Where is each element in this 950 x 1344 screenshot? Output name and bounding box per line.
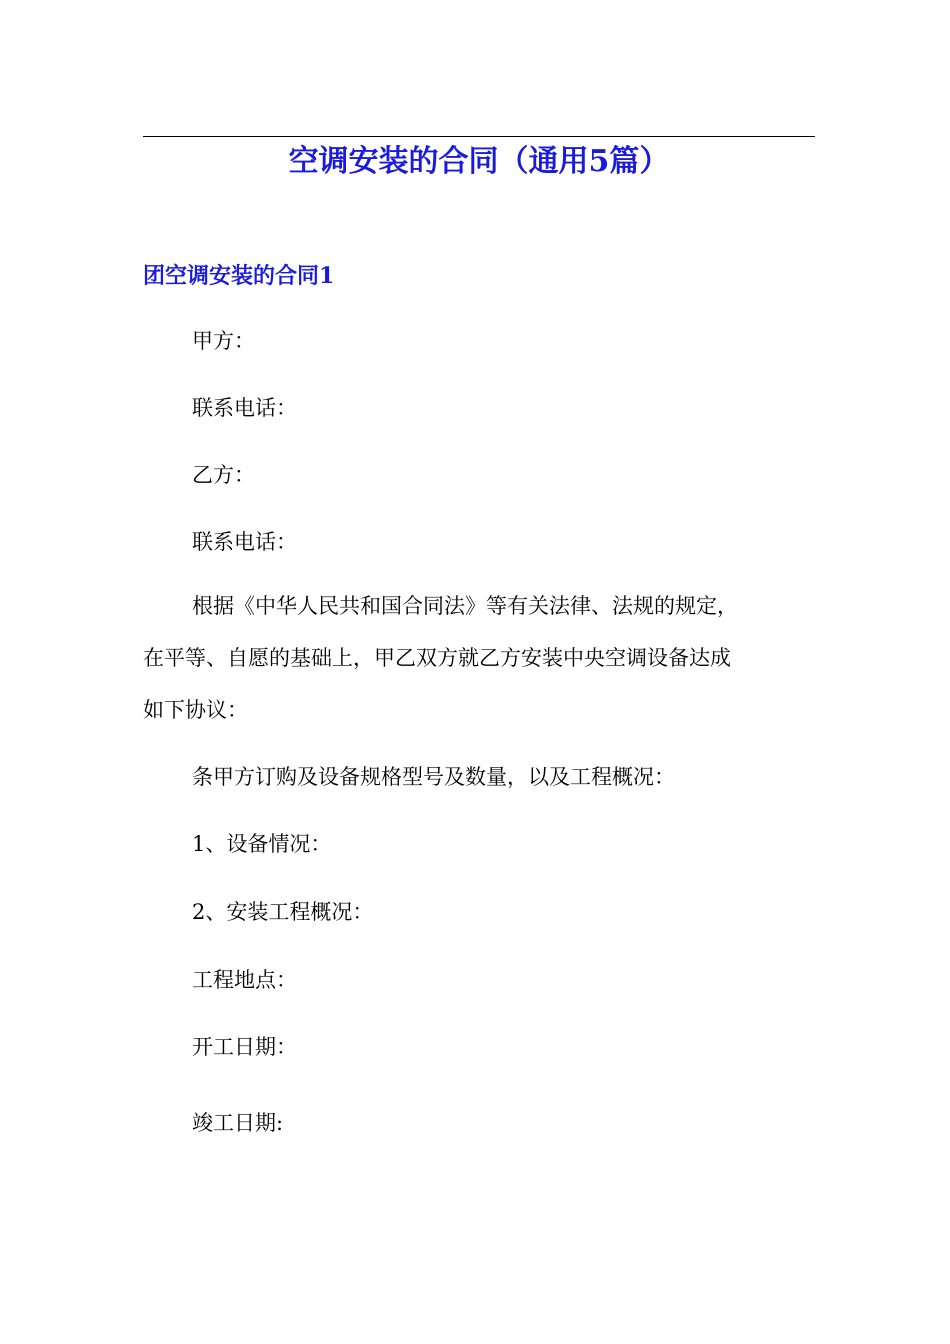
party-a-phone-label: 联系电话： (192, 396, 297, 420)
body-paragraph-line: 如下协议： (143, 698, 248, 722)
party-b-phone-label: 联系电话： (192, 530, 297, 554)
body-paragraph-line: 在平等、自愿的基础上，甲乙双方就乙方安装中央空调设备达成 (143, 646, 731, 670)
party-b-label: 乙方： (192, 463, 255, 487)
equipment-item: 1、设备情况： (192, 832, 332, 856)
body-paragraph-line: 根据《中华人民共和国合同法》等有关法律、法规的规定， (192, 594, 738, 618)
project-location-label: 工程地点： (192, 968, 297, 992)
article-one-line: 条甲方订购及设备规格型号及数量，以及工程概况： (192, 765, 675, 789)
start-date-label: 开工日期： (192, 1035, 297, 1059)
document-title: 空调安装的合同（通用5篇） (288, 144, 670, 179)
completion-date-label: 竣工日期: (192, 1111, 284, 1135)
section-heading: 团空调安装的合同1 (143, 263, 335, 289)
project-overview-item: 2、安装工程概况： (192, 900, 374, 924)
header-rule (143, 136, 815, 137)
party-a-label: 甲方： (192, 329, 255, 353)
